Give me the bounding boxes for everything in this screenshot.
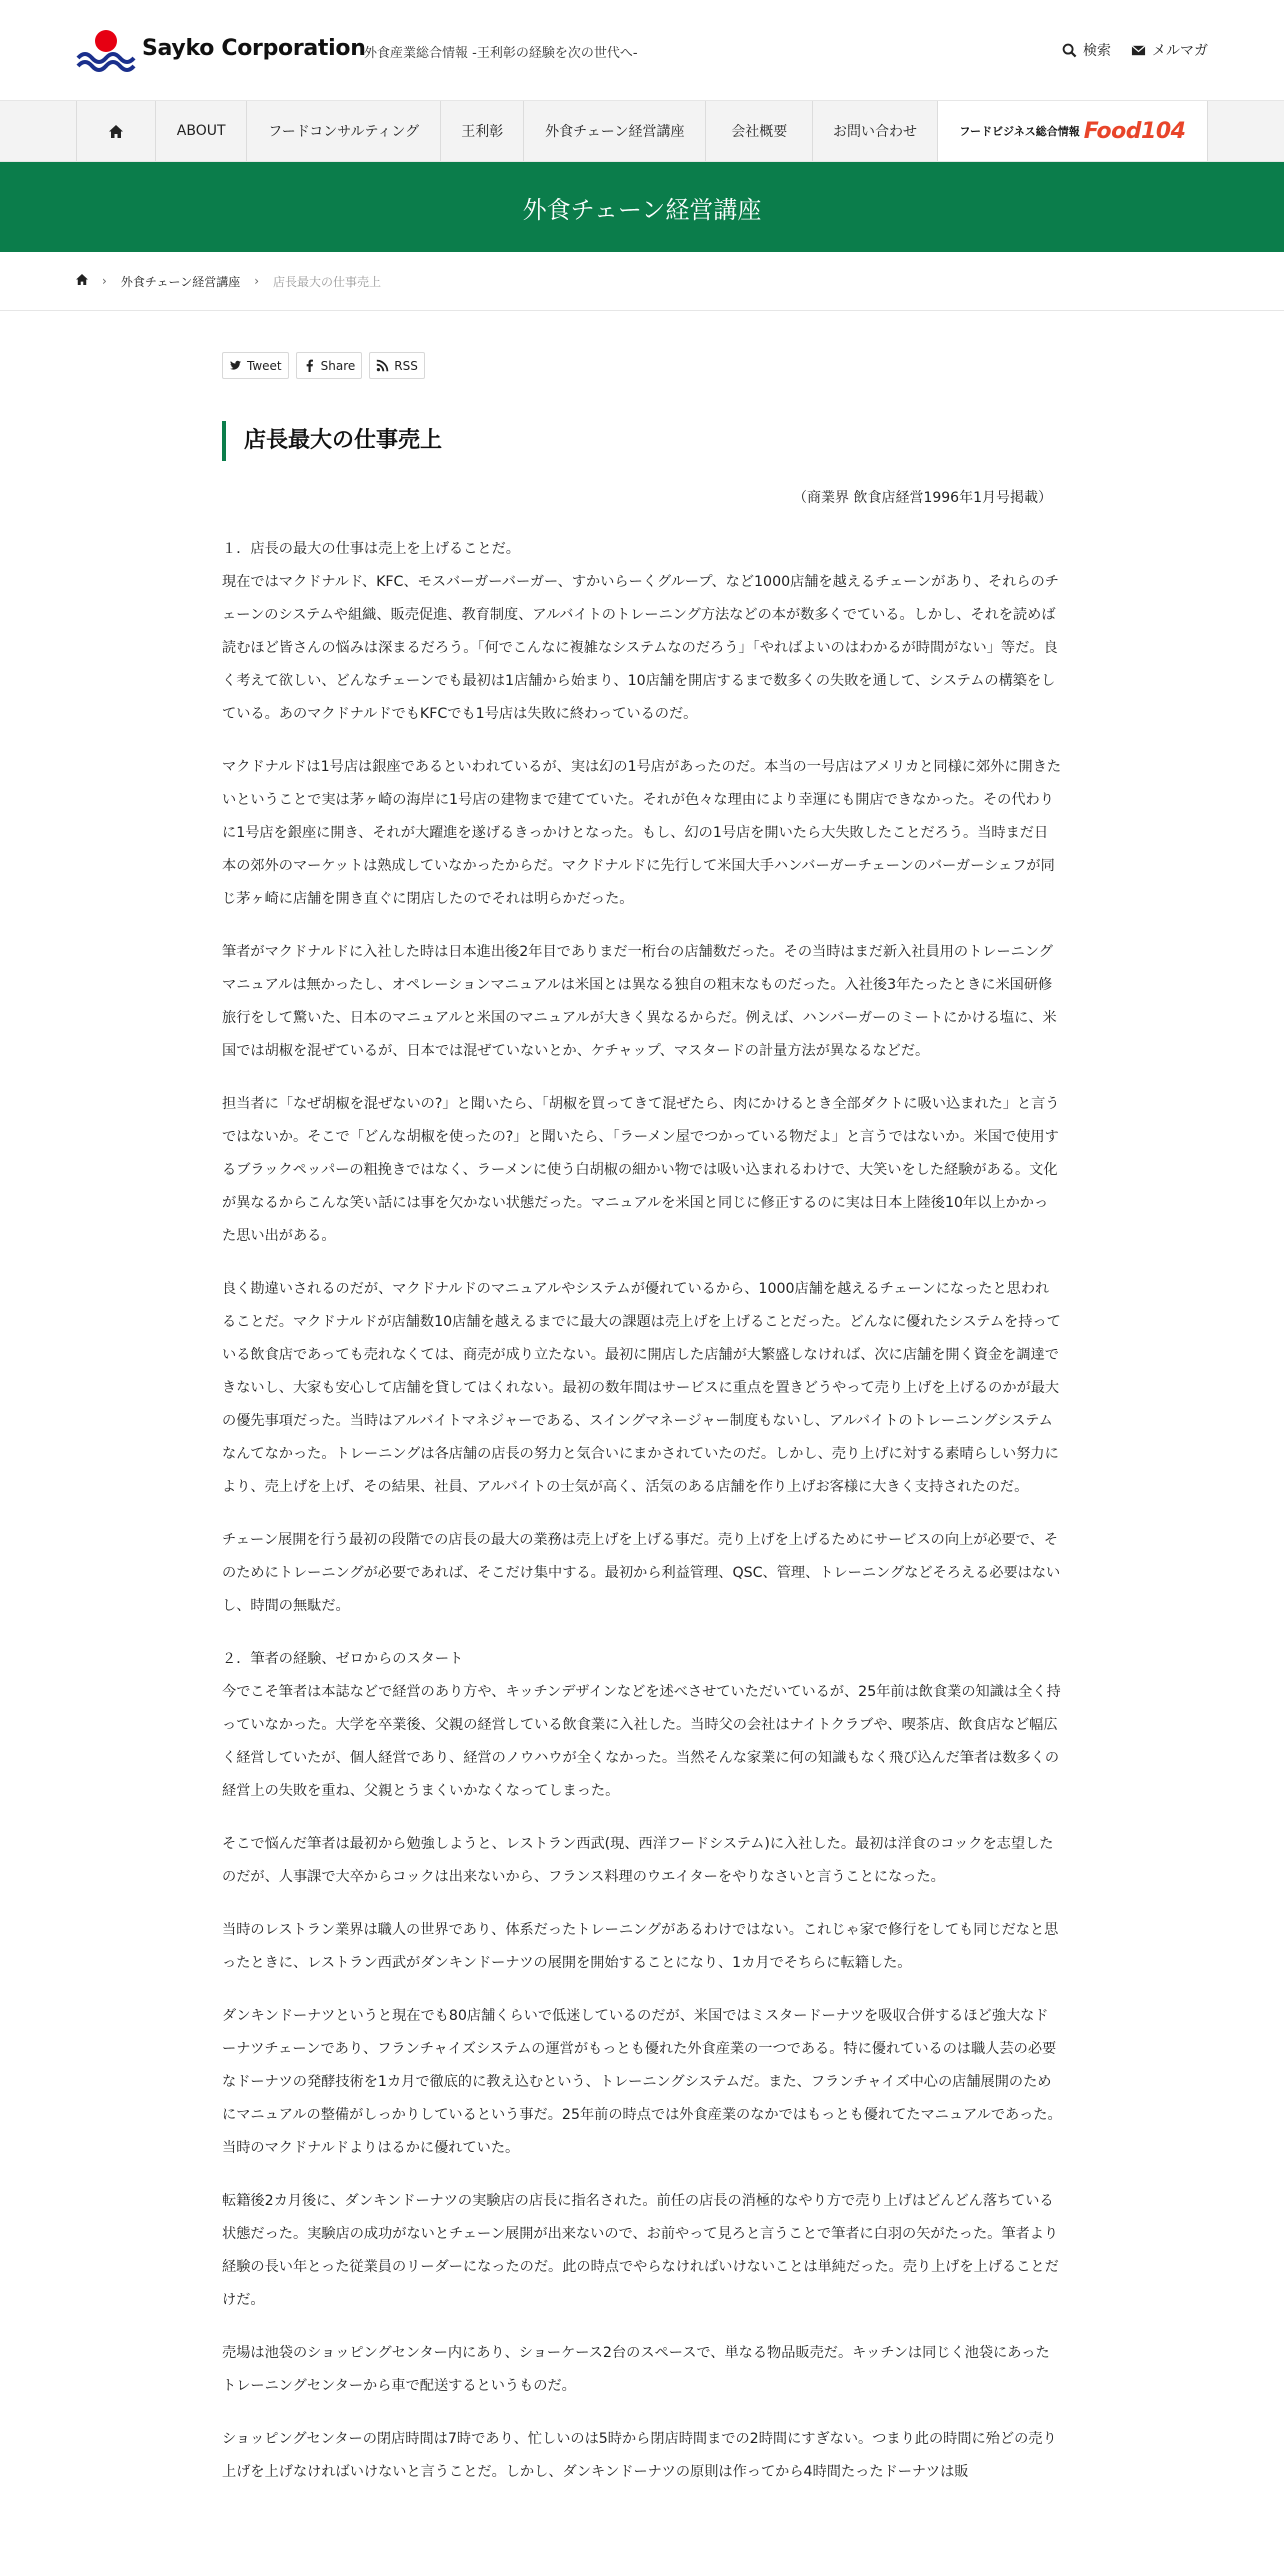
- post-source: （商業界 飲食店経営1996年1月号掲載）: [793, 490, 1052, 506]
- brand-name[interactable]: Sayko Corporation: [142, 36, 366, 61]
- rss-button[interactable]: [369, 352, 425, 379]
- paragraph: 当時のレストラン業界は職人の世界であり、体系だったトレーニングがあるわけではない。これじゃ家で修行をしても同じだなと思ったときに、レストラン西武がダンキンドーナツの展開を開始することになり、1カ月でそちらに転籍した。: [222, 1922, 1059, 1971]
- paragraph: ダンキンドーナツというと現在でも80店舗くらいで低迷しているのだが、米国ではミスタードーナツを吸収合併するほど強大なドーナツチェーンであり、フランチャイズシステムの運営がもっとも優れた外食産業の一つである。特に優れているのは職人芸の必要なドーナツの発酵技術を1カ月で徹底的に教え込むという、トレーニングシステムだ。また、フランチャイズ中心の店舗展開のためにマニュアルの整備がしっかりしているという事だ。25年前の時点では外食産業のなかではもっとも優れてたマニュアルであった。当時のマクドナルドよりはるかに優れていた。: [222, 2008, 1062, 2156]
- paragraph: 現在ではマクドナルド、KFC、モスバーガーバーガー、すかいらーくグループ、など1000店舗を越えるチェーンがあり、それらのチェーンのシステムや組織、販売促進、教育制度、アルバイトのトレーニング方法などの本が数多くでている。しかし、それを読めば読むほど皆さんの悩みは深まるだろう。「何でこんなに複雑なシステムなのだろう」「やればよいのはわかるが時間がない」等だ。良く考えて欲しい、どんなチェーンでも最初は1店舗から始まり、10店舗を開店するまで数多くの失敗を通して、システムの構築をしている。あのマクドナルドでもKFCでも1号店は失敗に終わっているのだ。: [222, 574, 1059, 722]
- post-title: 店長最大の仕事売上: [222, 421, 1062, 461]
- mailmag-label: メルマガ: [1152, 43, 1208, 59]
- rss-label: RSS: [394, 358, 418, 373]
- section-heading: ２．筆者の経験、ゼロからのスタート: [222, 1651, 464, 1667]
- home-icon: [76, 274, 88, 285]
- section-heading: １．店長の最大の仕事は売上を上げることだ。: [222, 541, 520, 557]
- facebook-share-button[interactable]: [296, 352, 363, 379]
- facebook-icon: [303, 359, 316, 372]
- site-header: [0, 0, 1284, 100]
- paragraph: 売場は池袋のショッピングセンター内にあり、ショーケース2台のスペースで、単なる物品販売だ。キッチンは同じく池袋にあったトレーニングセンターから車で配送するというものだ。: [222, 2345, 1050, 2394]
- article-content: [222, 352, 1062, 2509]
- paragraph: チェーン展開を行う最初の段階での店長の最大の業務は売上げを上げる事だ。売り上げを上げるためにサービスの向上が必要で、そのためにトレーニングが必要であれば、そこだけ集中する。最初から利益管理、QSC、管理、トレーニングなどそろえる必要はないし、時間の無駄だ。: [222, 1532, 1061, 1614]
- category-banner: [0, 162, 1284, 252]
- global-nav: [0, 100, 1284, 162]
- chevron-right-icon: ›: [254, 274, 260, 288]
- home-icon: [109, 125, 123, 138]
- search-label: 検索: [1083, 43, 1111, 59]
- breadcrumb-home[interactable]: [76, 274, 88, 288]
- nav-wang[interactable]: 王利彰: [440, 101, 523, 161]
- share-buttons: [222, 352, 1062, 379]
- nav-chain-course[interactable]: 外食チェーン経営講座: [523, 101, 705, 161]
- rss-icon: [376, 359, 389, 372]
- nav-contact[interactable]: お問い合わせ: [812, 101, 937, 161]
- paragraph: そこで悩んだ筆者は最初から勉強しようと、レストラン西武(現、西洋フードシステム)に入社した。最初は洋食のコックを志望したのだが、人事課で大卒からコックは出来ないから、フランス料理のウエイターをやりなさいと言うことになった。: [222, 1836, 1054, 1885]
- paragraph: 担当者に「なぜ胡椒を混ぜないの?」と聞いたら、「胡椒を買ってきて混ぜたら、肉にかけるとき全部ダクトに吸い込まれた」と言うではないか。そこで「どんな胡椒を使ったの?」と聞いたら、「ラーメン屋でつかっている物だよ」と言うではないか。米国で使用するブラックペッパーの粗挽きではなく、ラーメンに使う白胡椒の細かい物では吸い込まれるわけで、大笑いをした経験がある。文化が異なるからこんな笑い話には事を欠かない状態だった。マニュアルを米国と同じに修正するのに実は日本上陸後10年以上かかった思い出がある。: [222, 1096, 1060, 1244]
- site-tagline: 外食産業総合情報 -王利彰の経験を次の世代へ-: [364, 46, 638, 61]
- food104-sublabel: フードビジネス総合情報: [959, 125, 1080, 138]
- share-label: Share: [320, 358, 356, 373]
- nav-company[interactable]: 会社概要: [705, 101, 812, 161]
- envelope-icon: [1131, 43, 1146, 58]
- utility-links: [1062, 40, 1208, 60]
- tweet-button[interactable]: [222, 352, 289, 379]
- tweet-label: Tweet: [247, 358, 282, 373]
- breadcrumb-current: 店長最大の仕事売上: [273, 274, 382, 289]
- nav-food-consulting[interactable]: フードコンサルティング: [246, 101, 440, 161]
- search-icon: [1062, 43, 1077, 58]
- nav-about[interactable]: ABOUT: [155, 101, 246, 161]
- paragraph: 転籍後2カ月後に、ダンキンドーナツの実験店の店長に指名された。前任の店長の消極的なやり方で売り上げはどんどん落ちている状態だった。実験店の成功がないとチェーン展開が出来ないので、お前やって見ろと言うことで筆者に白羽の矢がたった。筆者より経験の長い年とった従業員のリーダーになったのだ。此の時点でやらなければいけないことは単純だった。売り上げを上げることだけだ。: [222, 2193, 1059, 2308]
- breadcrumb-parent[interactable]: 外食チェーン経営講座: [120, 274, 241, 289]
- sayko-logo[interactable]: [76, 28, 136, 72]
- paragraph: 今でこそ筆者は本誌などで経営のあり方や、キッチンデザインなどを述べさせていただいているが、25年前は飲食業の知識は全く持っていなかった。大学を卒業後、父親の経営している飲食業に入社した。当時父の会社はナイトクラブや、喫茶店、飲食店など幅広く経営していたが、個人経営であり、経営のノウハウが全くなかった。当然そんな家業に何の知識もなく飛び込んだ筆者は数多くの経営上の失敗を重ね、父親とうまくいかなくなってしまった。: [222, 1684, 1061, 1799]
- chevron-right-icon: ›: [102, 274, 107, 288]
- twitter-icon: [229, 359, 242, 372]
- nav-food104[interactable]: [937, 101, 1208, 161]
- paragraph: 良く勘違いされるのだが、マクドナルドのマニュアルやシステムが優れているから、1000店舗を越えるチェーンになったと思われることだ。マクドナルドが店舗数10店舗を越えるまでに最大の課題は売上げを上げることだった。どんなに優れたシステムを持っている飲食店であっても売れなくては、商売が成り立たない。最初に開店した店舗が大繁盛しなければ、次に店舗を開く資金を調達できないし、大家も安心して店舗を貸してはくれない。最初の数年間はサービスに重点を置きどうやって売り上げを上げるのかが最大の優先事項だった。当時はアルバイトマネジャーである、スイングマネージャー制度もないし、アルバイトのトレーニングシステムなんてなかった。トレーニングは各店舗の店長の努力と気合いにまかされていたのだ。しかし、売り上げに対する素晴らしい努力により、売上げを上げ、その結果、社員、アルバイトの士気が高く、活気のある店舗を作り上げお客様に大きく支持されたのだ。: [222, 1281, 1061, 1495]
- paragraph: ショッピングセンターの閉店時間は7時であり、忙しいのは5時から閉店時間までの2時間にすぎない。つまり此の時間に殆どの売り上げを上げなければいけないと言うことだ。しかし、ダンキンドーナツの原則は作ってから4時間たったドーナツは販: [222, 2431, 1057, 2480]
- banner-title: 外食チェーン経営講座: [522, 195, 762, 224]
- breadcrumb: [0, 252, 1284, 311]
- nav-home[interactable]: [76, 101, 155, 161]
- search-link[interactable]: [1062, 40, 1111, 60]
- mailmag-link[interactable]: [1131, 40, 1208, 60]
- post-body: [222, 533, 1062, 2489]
- paragraph: 筆者がマクドナルドに入社した時は日本進出後2年目でありまだ一桁台の店舗数だった。その当時はまだ新入社員用のトレーニングマニュアルは無かったし、オペレーションマニュアルは米国とは異なる独自の粗末なものだった。入社後3年たったときに米国研修旅行をして驚いた、日本のマニュアルと米国のマニュアルが大きく異なるからだ。例えば、ハンバーガーのミートにかける塩に、米国では胡椒を混ぜているが、日本では混ぜていないとか、ケチャップ、マスタードの計量方法が異なるなどだ。: [222, 944, 1057, 1059]
- food104-logo-text: Food104: [1083, 118, 1186, 144]
- paragraph: マクドナルドは1号店は銀座であるといわれているが、実は幻の1号店があったのだ。本当の一号店はアメリカと同様に郊外に開きたいということで実は茅ヶ崎の海岸に1号店の建物まで建てていた。それが色々な理由により幸運にも開店できなかった。その代わりに1号店を銀座に開き、それが大躍進を遂げるきっかけとなった。もし、幻の1号店を開いたら大失敗したことだろう。当時まだ日本の郊外のマーケットは熟成していなかったからだ。マクドナルドに先行して米国大手ハンバーガーチェーンのバーガーシェフが同じ茅ヶ崎に店舗を開き直ぐに閉店したのでそれは明らかだった。: [222, 759, 1062, 907]
